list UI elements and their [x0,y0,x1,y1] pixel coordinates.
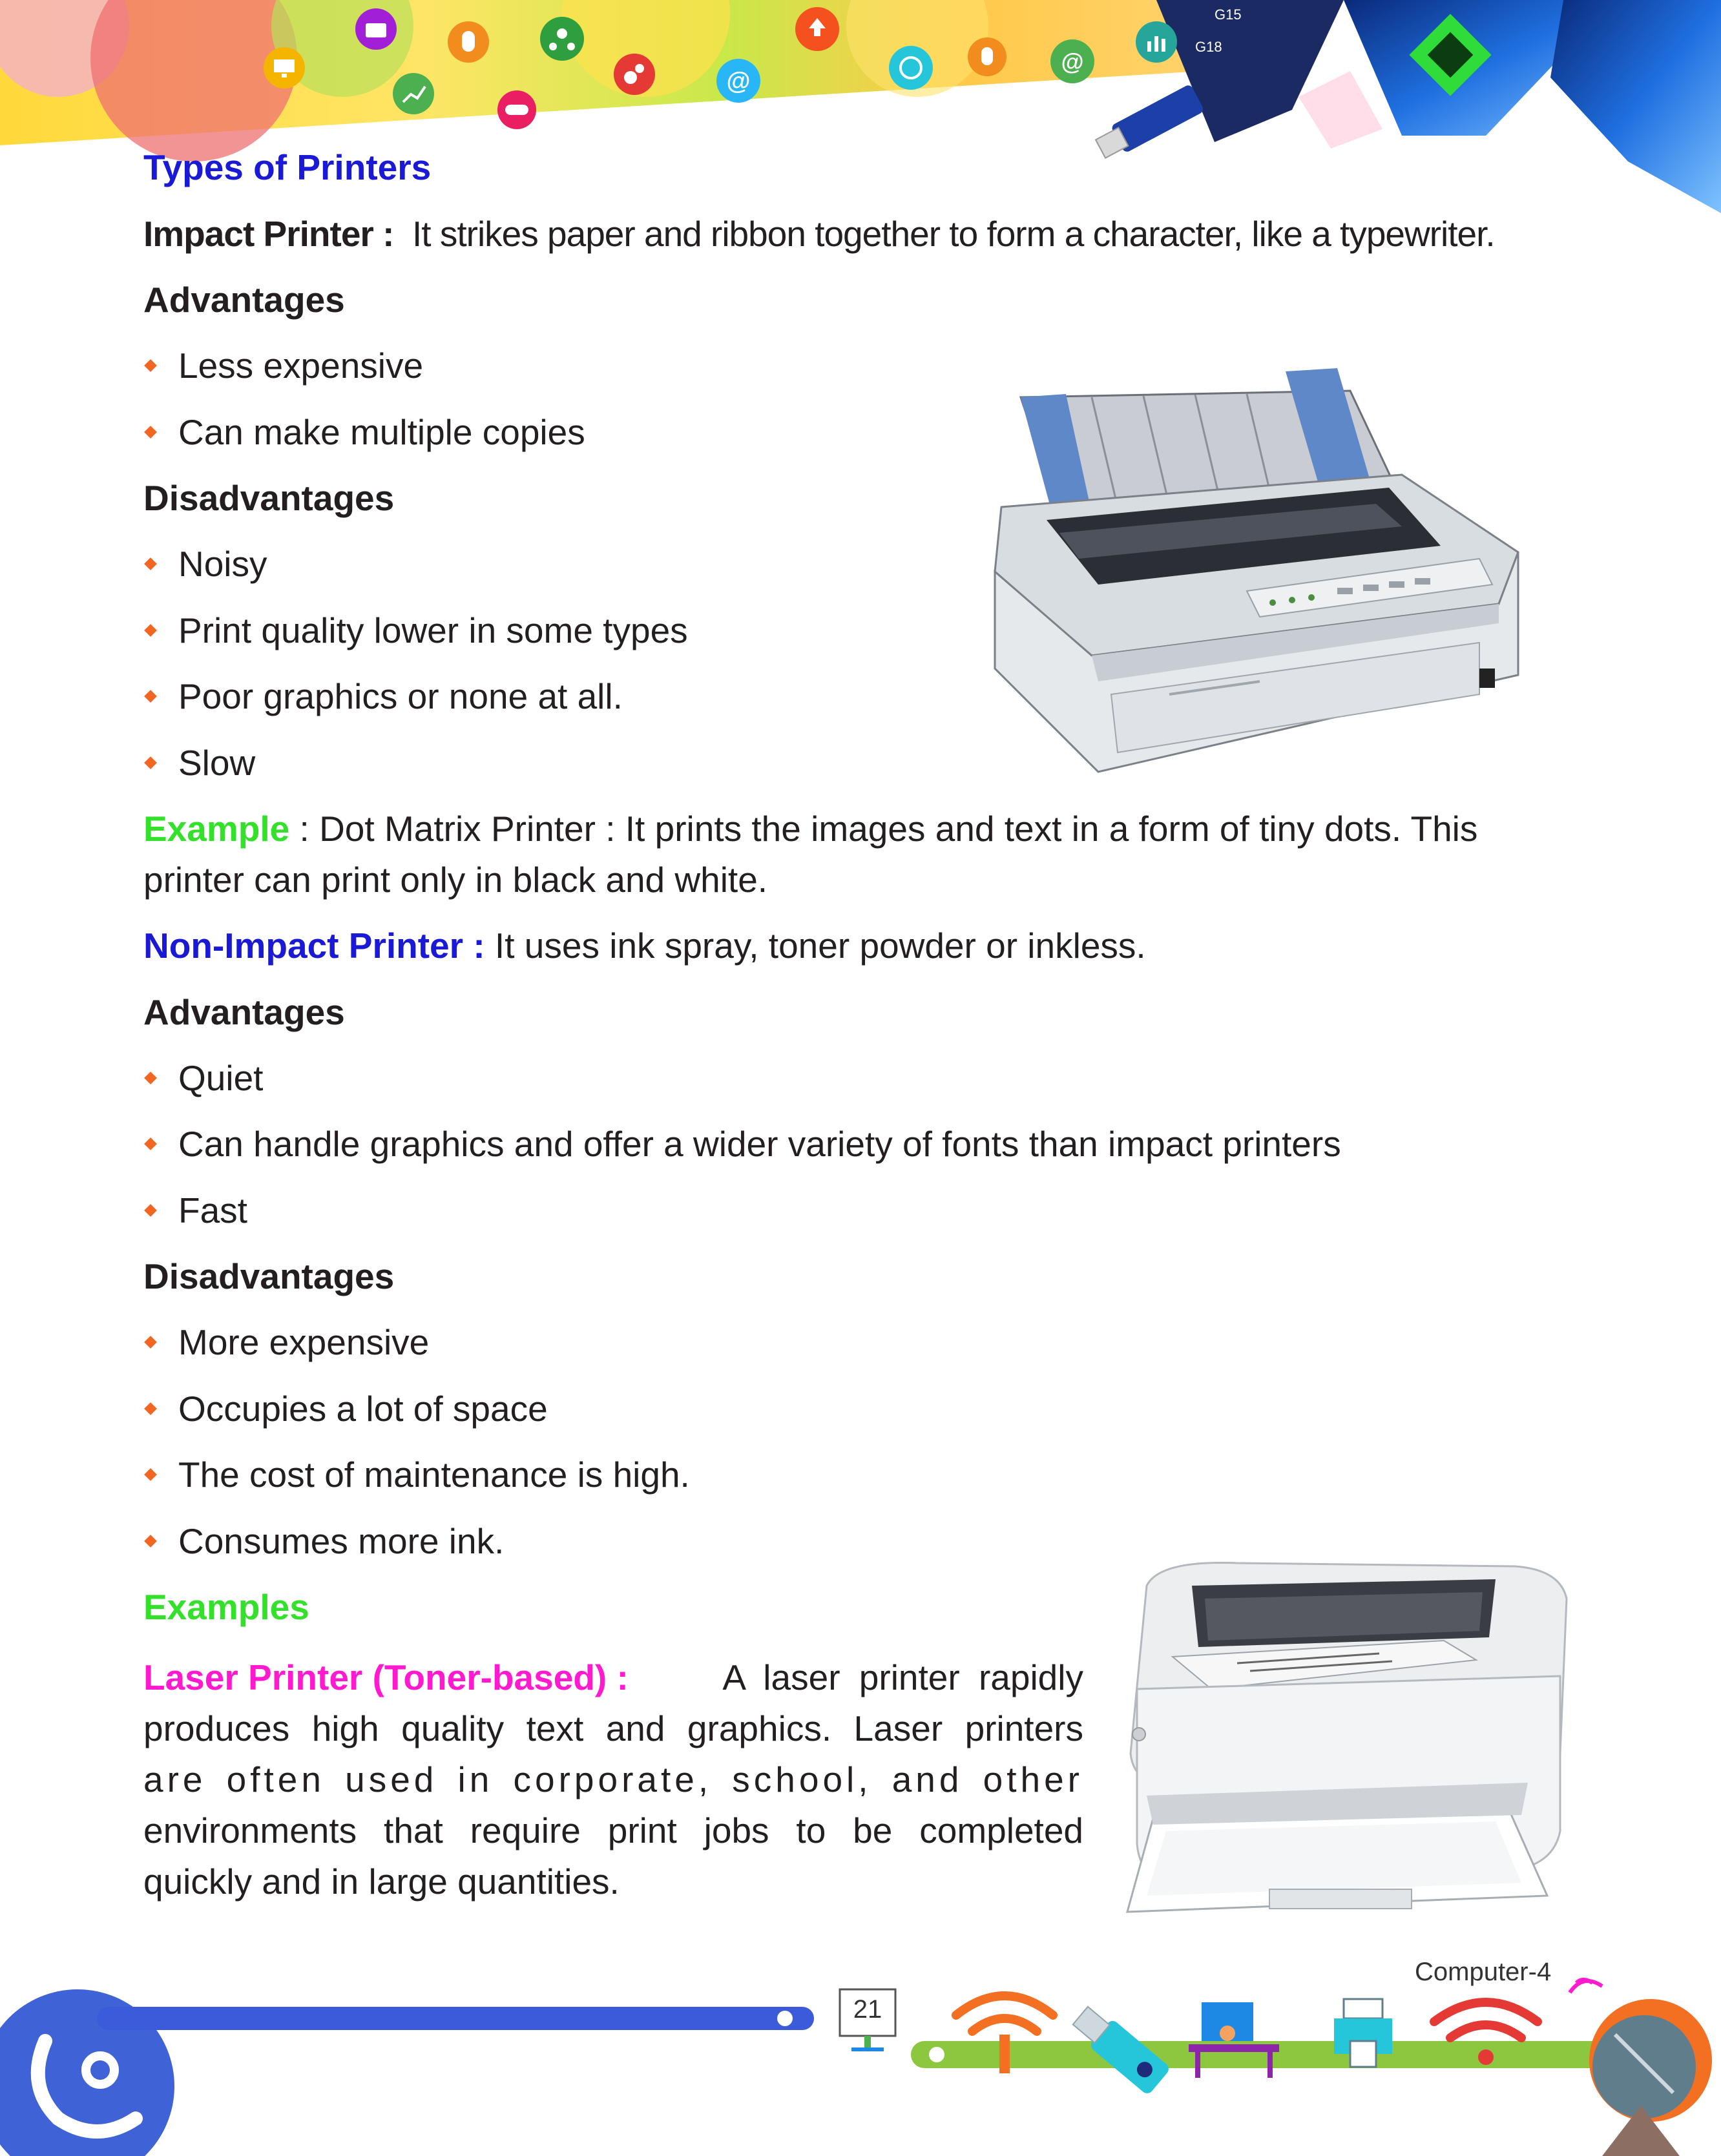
laser-printer-image [1108,1560,1580,1928]
impact-disadvantage-item: Poor graphics or none at all. [178,676,623,716]
bullet-marker [144,1137,157,1150]
bar-chart-icon [1136,21,1177,63]
dot-matrix-printer-image [988,358,1531,785]
monitor-icon [264,47,305,88]
impact-printer-description: It strikes paper and ribbon together to form a character, like a typewriter. [412,214,1495,254]
bullet-marker [144,1402,157,1415]
upload-icon [795,7,839,51]
page-number: 21 [853,1995,882,2024]
svg-text:@: @ [1061,48,1084,75]
impact-disadvantage-item: Noisy [178,544,267,584]
bullet-marker [144,426,157,439]
bullet-marker [144,1336,157,1349]
non-impact-printer-definition [143,924,1146,967]
examples-heading: Examples [143,1587,309,1627]
folder-icon [355,8,397,50]
example-text: : Dot Matrix Printer : It prints the images and text in a form of tiny dots. This [289,809,1478,849]
impact-disadvantage-item: Print quality lower in some types [178,610,688,650]
impact-advantages-heading: Advantages [143,280,345,320]
svg-text:G15: G15 [1215,6,1242,23]
at-sign-icon-2 [1050,39,1094,83]
usb-stick-icon [1093,83,1205,162]
globe-icon [889,46,933,90]
bullet-marker [144,756,157,769]
satellite-dish-icon [1570,1980,1712,2156]
bullet-marker [144,1468,157,1481]
non-impact-disadvantage-item: The cost of maintenance is high. [178,1455,690,1495]
bullet-marker [144,624,157,637]
non-impact-advantages-heading: Advantages [143,992,345,1032]
bullet-marker [144,1072,157,1084]
laser-text-line: environments that require print jobs to be completed [143,1810,1083,1850]
svg-text:Ctrl: Ctrl [1324,50,1345,65]
non-impact-disadvantages-heading: Disadvantages [143,1256,395,1296]
non-impact-disadvantage-item: Occupies a lot of space [178,1389,548,1429]
laser-text-line: are often used in corporate, school, and other [143,1759,1083,1799]
non-impact-advantage-item: Can handle graphics and offer a wider variety of fonts than impact printers [178,1124,1341,1164]
bullet-marker [144,359,157,372]
mouse-icon-2 [968,37,1007,76]
bullet-marker [144,557,157,570]
bullet-marker [144,690,157,703]
non-impact-advantage-item: Fast [178,1190,247,1230]
laser-printer-paragraph [143,1652,1083,1907]
mouse-icon [448,21,489,63]
impact-example-line2: printer can print only in black and white. [143,860,768,900]
laser-line-1 [143,1652,1083,1703]
non-impact-advantage-item: Quiet [178,1058,264,1098]
non-impact-printer-description: It uses ink spray, toner powder or inkless. [485,926,1146,966]
svg-text:@: @ [726,68,751,95]
bullet-marker [144,1204,157,1217]
impact-disadvantages-heading: Disadvantages [143,478,395,518]
impact-advantage-item: Less expensive [178,346,424,386]
gamepad-icon [497,90,536,129]
windows-image [1550,0,1721,213]
laser-text-line: produces high quality text and graphics. Laser printers [143,1708,1083,1748]
laser-text-line: quickly and in large quantities. [143,1861,620,1902]
impact-example-line1 [143,807,1477,850]
non-impact-disadvantage-item: More expensive [178,1322,430,1362]
book-label: Computer-4 [1415,1958,1552,1986]
section-title: Types of Printers [143,147,432,187]
gears-icon [614,54,655,95]
impact-printer-label: Impact Printer : [143,214,394,254]
bullet-marker [144,1535,157,1548]
network-people-icon [540,17,584,61]
svg-text:G18: G18 [1195,39,1222,55]
non-impact-disadvantage-item: Consumes more ink. [178,1521,505,1561]
non-impact-printer-label: Non-Impact Printer : [143,926,485,966]
impact-printer-definition [143,212,1495,255]
impact-advantage-item: Can make multiple copies [178,412,585,452]
at-sign-icon [716,59,760,103]
example-label: Example [143,809,290,849]
impact-disadvantage-item: Slow [178,743,256,783]
chart-up-icon [393,73,434,114]
laser-text-line: A laser printer rapidly [722,1657,1083,1697]
laser-printer-label: Laser Printer (Toner-based) : [143,1657,629,1697]
footer-bar-blue [97,2007,814,2030]
